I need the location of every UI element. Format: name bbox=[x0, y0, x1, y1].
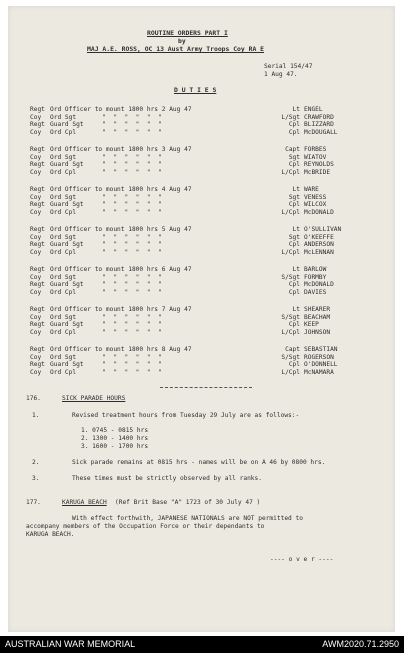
document-officer: MAJ A.E. ROSS, OC 13 Aust Army Troops Coy RA E bbox=[87, 45, 264, 53]
duty-description: Guard Sgt " " " " " " bbox=[50, 321, 162, 329]
duty-description: Guard Sgt " " " " " " bbox=[50, 281, 162, 289]
duty-row bbox=[30, 201, 360, 209]
karuga-reference: (Ref Brit Base "A" 1723 of 30 July 47 ) bbox=[115, 499, 261, 506]
duty-role: Coy bbox=[30, 273, 42, 281]
duty-name: VENESS bbox=[304, 193, 327, 201]
duty-block bbox=[30, 346, 360, 376]
duty-role: Coy bbox=[30, 153, 42, 161]
duty-description: Ord Officer to mount 1800 hrs 5 Aug 47 bbox=[50, 226, 192, 233]
order-number-176: 176. bbox=[26, 395, 41, 402]
duty-rank: L/Sgt bbox=[281, 113, 300, 121]
order-number-177: 177. bbox=[26, 499, 41, 506]
duty-role: Regt bbox=[30, 121, 45, 129]
duty-role: Regt bbox=[30, 226, 45, 233]
duty-rank: Lt bbox=[292, 106, 300, 113]
duty-block bbox=[30, 146, 360, 176]
duty-rank: Cpl bbox=[288, 361, 300, 369]
duty-row bbox=[30, 361, 360, 369]
duty-row bbox=[30, 314, 360, 322]
duty-role: Coy bbox=[30, 233, 42, 241]
duty-name: KEEP bbox=[304, 321, 319, 329]
duty-description: Ord Officer to mount 1800 hrs 3 Aug 47 bbox=[50, 146, 192, 153]
duty-row bbox=[30, 354, 360, 362]
duty-description: Ord Officer to mount 1800 hrs 6 Aug 47 bbox=[50, 266, 192, 273]
duty-rank: Cpl bbox=[288, 321, 300, 329]
duty-row bbox=[30, 106, 360, 114]
duty-rank: Lt bbox=[292, 306, 300, 313]
duty-rank: Cpl bbox=[288, 128, 300, 136]
document-by: by bbox=[178, 37, 186, 45]
duty-description: Ord Sgt " " " " " " bbox=[50, 353, 162, 361]
duty-role: Regt bbox=[30, 266, 45, 273]
sick-parade-item-text: These times must be strictly observed by all ranks. bbox=[72, 475, 262, 482]
duty-description: Guard Sgt " " " " " " bbox=[50, 241, 162, 249]
duty-row bbox=[30, 209, 360, 217]
document-title: ROUTINE ORDERS PART I bbox=[147, 29, 228, 37]
duty-description: Ord Officer to mount 1800 hrs 8 Aug 47 bbox=[50, 346, 192, 353]
duty-rank: Cpl bbox=[288, 161, 300, 169]
duty-name: SEBASTIAN bbox=[304, 346, 338, 353]
duty-description: Guard Sgt " " " " " " bbox=[50, 361, 162, 369]
duty-name: FORBES bbox=[304, 146, 327, 153]
treatment-time: 1. 0745 - 0815 hrs bbox=[81, 427, 149, 434]
duty-role: Coy bbox=[30, 313, 42, 321]
duty-description: Ord Sgt " " " " " " bbox=[50, 313, 162, 321]
duty-row bbox=[30, 306, 360, 314]
duty-rank: L/Cpl bbox=[281, 168, 300, 176]
footer-accession: AWM2020.71.2950 bbox=[322, 639, 399, 649]
duty-name: O'SULLIVAN bbox=[304, 226, 342, 233]
duty-rank: L/Cpl bbox=[281, 248, 300, 256]
duty-row bbox=[30, 129, 360, 137]
duty-role: Regt bbox=[30, 321, 45, 329]
duty-description: Ord Sgt " " " " " " bbox=[50, 273, 162, 281]
duty-rank: Lt bbox=[292, 226, 300, 233]
duty-rank: S/Sgt bbox=[281, 273, 300, 281]
duty-name: ROGERSON bbox=[304, 353, 334, 361]
sick-parade-item-num: 1. bbox=[32, 412, 40, 419]
duty-rank: Cpl bbox=[288, 288, 300, 296]
duty-role: Coy bbox=[30, 248, 42, 256]
duty-description: Ord Officer to mount 1800 hrs 4 Aug 47 bbox=[50, 186, 192, 193]
duty-name: McDONALD bbox=[304, 208, 334, 216]
duty-role: Coy bbox=[30, 353, 42, 361]
duty-name: McBRIDE bbox=[304, 168, 331, 176]
duty-name: WIATOV bbox=[304, 153, 327, 161]
duty-rank: S/Sgt bbox=[281, 353, 300, 361]
sick-parade-item-text: Sick parade remains at 0815 hrs - names will be on A 46 by 0800 hrs. bbox=[72, 459, 326, 466]
duty-role: Coy bbox=[30, 128, 42, 136]
duty-rank: Sgt bbox=[288, 233, 300, 241]
duty-rank: Capt bbox=[285, 346, 300, 353]
karuga-text-line: KARUGA BEACH. bbox=[26, 531, 75, 538]
duty-name: McNAMARA bbox=[304, 368, 334, 376]
duty-rank: Lt bbox=[292, 266, 300, 273]
duty-role: Regt bbox=[30, 241, 45, 249]
duty-block bbox=[30, 266, 360, 296]
duty-row bbox=[30, 329, 360, 337]
duty-name: JOHNSON bbox=[304, 328, 331, 336]
duty-role: Regt bbox=[30, 346, 45, 353]
duty-description: Ord Cpl " " " " " " bbox=[50, 368, 162, 376]
duty-rank: Cpl bbox=[288, 121, 300, 129]
sick-parade-item-text: Revised treatment hours from Tuesday 29 July are as follows:- bbox=[72, 412, 300, 419]
duty-row bbox=[30, 234, 360, 242]
duty-description: Ord Officer to mount 1800 hrs 7 Aug 47 bbox=[50, 306, 192, 313]
duty-row bbox=[30, 369, 360, 377]
duty-name: CRAWFORD bbox=[304, 113, 334, 121]
duty-row bbox=[30, 146, 360, 154]
duty-rank: L/Cpl bbox=[281, 208, 300, 216]
treatment-time: 3. 1600 - 1700 hrs bbox=[81, 443, 149, 450]
duty-rank: Cpl bbox=[288, 241, 300, 249]
duty-rank: L/Cpl bbox=[281, 368, 300, 376]
duty-row bbox=[30, 114, 360, 122]
duty-row bbox=[30, 121, 360, 129]
duty-rank: Cpl bbox=[288, 281, 300, 289]
duty-name: O'KEEFFE bbox=[304, 233, 334, 241]
duty-description: Ord Cpl " " " " " " bbox=[50, 208, 162, 216]
duty-name: WILCOX bbox=[304, 201, 327, 209]
duty-role: Regt bbox=[30, 201, 45, 209]
duty-name: REYNOLDS bbox=[304, 161, 334, 169]
duty-row bbox=[30, 169, 360, 177]
section-separator bbox=[160, 387, 252, 388]
duty-description: Ord Sgt " " " " " " bbox=[50, 233, 162, 241]
footer-bar bbox=[0, 636, 404, 653]
duty-description: Guard Sgt " " " " " " bbox=[50, 201, 162, 209]
karuga-heading: KARUGA BEACH bbox=[62, 499, 107, 506]
duty-name: BLIZZARD bbox=[304, 121, 334, 129]
duty-name: O'DONNELL bbox=[304, 361, 338, 369]
duty-row bbox=[30, 161, 360, 169]
duty-name: ENGEL bbox=[304, 106, 323, 113]
document-date: 1 Aug 47. bbox=[264, 71, 298, 78]
duty-description: Ord Sgt " " " " " " bbox=[50, 113, 162, 121]
duty-name: ANDERSON bbox=[304, 241, 334, 249]
duty-description: Ord Sgt " " " " " " bbox=[50, 153, 162, 161]
duties-heading: D U T I E S bbox=[174, 86, 217, 94]
duty-description: Ord Cpl " " " " " " bbox=[50, 288, 162, 296]
duty-rank: S/Sgt bbox=[281, 313, 300, 321]
duty-role: Coy bbox=[30, 368, 42, 376]
duty-block bbox=[30, 226, 360, 256]
duty-role: Regt bbox=[30, 146, 45, 153]
serial-number: Serial 154/47 bbox=[264, 63, 313, 70]
duty-name: McDONALD bbox=[304, 281, 334, 289]
duty-name: McDOUGALL bbox=[304, 128, 338, 136]
duty-row bbox=[30, 281, 360, 289]
duty-role: Coy bbox=[30, 328, 42, 336]
duty-role: Regt bbox=[30, 306, 45, 313]
duty-description: Ord Officer to mount 1800 hrs 2 Aug 47 bbox=[50, 106, 192, 113]
duty-name: McLENNAN bbox=[304, 248, 334, 256]
duty-description: Ord Cpl " " " " " " bbox=[50, 328, 162, 336]
sick-parade-item-num: 3. bbox=[32, 475, 40, 482]
duty-role: Coy bbox=[30, 193, 42, 201]
footer-source: AUSTRALIAN WAR MEMORIAL bbox=[5, 639, 136, 649]
duty-row bbox=[30, 226, 360, 234]
duty-role: Coy bbox=[30, 288, 42, 296]
karuga-text-line: With effect forthwith, JAPANESE NATIONALS are NOT permitted to bbox=[72, 515, 303, 522]
duty-role: Regt bbox=[30, 186, 45, 193]
duty-description: Ord Cpl " " " " " " bbox=[50, 248, 162, 256]
duty-name: FORMBY bbox=[304, 273, 327, 281]
duty-role: Coy bbox=[30, 168, 42, 176]
duty-description: Guard Sgt " " " " " " bbox=[50, 161, 162, 169]
duty-name: BARLOW bbox=[304, 266, 327, 273]
sick-parade-item-num: 2. bbox=[32, 459, 40, 466]
duty-description: Ord Cpl " " " " " " bbox=[50, 168, 162, 176]
treatment-time: 2. 1300 - 1400 hrs bbox=[81, 435, 149, 442]
duty-rank: Sgt bbox=[288, 153, 300, 161]
duty-row bbox=[30, 186, 360, 194]
document-page bbox=[8, 6, 395, 632]
duty-row bbox=[30, 249, 360, 257]
duty-block bbox=[30, 106, 360, 136]
duty-role: Regt bbox=[30, 281, 45, 289]
duty-rank: Cpl bbox=[288, 201, 300, 209]
duty-rank: L/Cpl bbox=[281, 328, 300, 336]
duty-block bbox=[30, 306, 360, 336]
duty-row bbox=[30, 289, 360, 297]
duty-rank: Sgt bbox=[288, 193, 300, 201]
duty-row bbox=[30, 266, 360, 274]
duty-role: Coy bbox=[30, 208, 42, 216]
duty-role: Coy bbox=[30, 113, 42, 121]
duty-name: SHEARER bbox=[304, 306, 331, 313]
duty-role: Regt bbox=[30, 361, 45, 369]
duty-row bbox=[30, 154, 360, 162]
duty-role: Regt bbox=[30, 161, 45, 169]
duty-role: Regt bbox=[30, 106, 45, 113]
duty-rank: Lt bbox=[292, 186, 300, 193]
karuga-text-line: accompany members of the Occupation Force or their dependants to bbox=[26, 523, 265, 530]
duty-description: Ord Cpl " " " " " " bbox=[50, 128, 162, 136]
duty-row bbox=[30, 194, 360, 202]
sick-parade-heading: SICK PARADE HOURS bbox=[62, 395, 126, 402]
duty-row bbox=[30, 274, 360, 282]
duty-name: DAVIES bbox=[304, 288, 327, 296]
duty-row bbox=[30, 321, 360, 329]
duty-name: WARE bbox=[304, 186, 319, 193]
duty-row bbox=[30, 241, 360, 249]
duty-rank: Capt bbox=[285, 146, 300, 153]
over-marker: ---- o v e r ---- bbox=[270, 556, 334, 563]
duty-row bbox=[30, 346, 360, 354]
duty-description: Guard Sgt " " " " " " bbox=[50, 121, 162, 129]
duty-name: BEACHAM bbox=[304, 313, 331, 321]
duty-block bbox=[30, 186, 360, 216]
duty-description: Ord Sgt " " " " " " bbox=[50, 193, 162, 201]
